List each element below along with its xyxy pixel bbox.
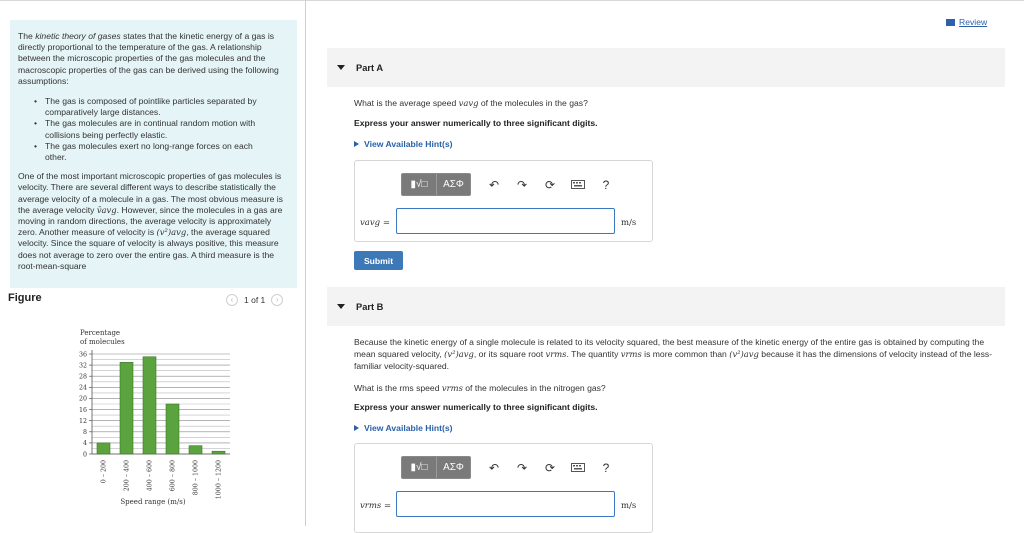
part-b-unit: m/s [621,501,637,511]
y-axis-title-line-1: Percentage [80,329,121,337]
submit-button[interactable]: Submit [354,251,403,270]
part-a-unit: m/s [621,218,637,228]
chevron-left-icon[interactable]: ‹ [226,294,238,306]
part-a-question: What is the average speed vavg of the molecules in the gas? [354,98,588,108]
panel-divider[interactable] [305,0,306,526]
x-tick-label: 400 – 600 [146,460,154,492]
y-tick-label: 12 [78,417,87,425]
bar [120,362,133,454]
undo-icon[interactable]: ↶ [488,177,500,192]
y-tick-label: 32 [78,362,87,370]
part-a-answer-box [354,160,653,242]
help-button[interactable]: ? [602,460,610,475]
y-axis-title-line-2: of molecules [80,338,125,346]
pager-text: 1 of 1 [244,295,266,305]
list-item: • The gas molecules exert no long-range forces on each other. [45,141,288,163]
bar [189,446,202,454]
symbols-button[interactable]: ΑΣΦ [436,457,470,478]
x-tick-label: 800 – 1000 [192,460,200,496]
part-a-hint-toggle[interactable]: View Available Hint(s) [354,139,453,149]
part-b-header[interactable]: Part B [327,287,1005,326]
y-tick-label: 0 [82,451,87,459]
math-toolbar [401,173,617,196]
keyboard-icon[interactable] [567,174,589,196]
assumptions-list [18,96,288,163]
review-link[interactable]: Review [946,17,987,27]
bar [212,451,225,454]
bar [97,443,110,454]
y-tick-label: 8 [82,429,87,437]
part-b-question: What is the rms speed vrms of the molecules in the nitrogen gas? [354,383,606,393]
part-a-answer-label: vavg = [360,218,390,228]
x-tick-label: 1000 – 1200 [215,460,223,500]
intro-paragraph-2: One of the most important microscopic properties of gas molecules is velocity. There are several different ways to describe statistically the average velocity of a molecule in a gas. The most obvious measure is the average velocity v̄avg. However, since the molecules in a gas are moving in random directions, the average velocity is approximately zero. Another measure of velocity is (v²)avg, the average squared velocity. Since the square of velocity is always positive, this measure does not average to zero over the entire gas. A third measure is the root-mean-square [18,171,283,271]
symbols-button[interactable]: ΑΣΦ [436,174,470,195]
figure-label: Figure [8,292,42,304]
collapse-triangle-icon [337,304,345,309]
y-tick-label: 24 [78,384,87,392]
templates-button[interactable]: ▮√□ [410,462,428,473]
redo-icon[interactable]: ↷ [516,177,528,192]
part-b-answer-label: vrms = [360,501,392,511]
help-button[interactable]: ? [602,177,610,192]
toolbar-button-group [401,456,471,479]
undo-icon[interactable]: ↶ [488,460,500,475]
reset-icon[interactable]: ⟳ [544,460,556,475]
speed-distribution-chart [70,320,240,520]
part-a-header[interactable]: Part A [327,48,1005,87]
chevron-right-icon[interactable]: › [271,294,283,306]
left-panel [0,0,306,526]
x-tick-label: 0 – 200 [100,460,108,484]
reset-icon[interactable]: ⟳ [544,177,556,192]
y-tick-label: 4 [82,440,87,448]
expand-arrow-icon [354,141,359,147]
y-tick-label: 36 [78,351,87,359]
collapse-triangle-icon [337,65,345,70]
part-a-answer-input[interactable] [396,208,615,234]
y-tick-label: 28 [78,373,87,381]
part-b-body: Because the kinetic energy of a single molecule is related to its velocity squared, the best measure of the kinetic energy of the entire gas is obtained by computing the mean squared velocity, (v²)avg, or its square root vrms. The quantity vrms is more common than (v²)avg because it has the dimensions of velocity instead of the less-familiar velocity-squared. [354,337,993,371]
part-a-instruction: Express your answer numerically to three significant digits. [354,118,598,128]
x-tick-label: 200 – 400 [123,460,131,492]
toolbar-button-group [401,173,471,196]
x-tick-label: 600 – 800 [169,460,177,492]
intro-paragraph-1: The kinetic theory of gases states that the kinetic energy of a gas is directly proportional to the temperature of the gas. A relationship between the microscopic properties of the gas molecules and the macroscopic properties of the gas can be derived using the following assumptions: [18,31,279,86]
y-tick-label: 20 [78,395,87,403]
part-b-instruction: Express your answer numerically to three significant digits. [354,402,598,412]
part-b-answer-input[interactable] [396,491,615,517]
redo-icon[interactable]: ↷ [516,460,528,475]
part-b-answer-box [354,443,653,533]
expand-arrow-icon [354,425,359,431]
bar [143,357,156,454]
list-item: • The gas molecules are in continual random motion with collisions being perfectly elastic. [45,118,288,140]
bar [166,404,179,454]
math-toolbar [401,456,617,479]
figure-pager [226,294,283,306]
y-tick-label: 16 [78,406,87,414]
keyboard-icon[interactable] [567,457,589,479]
list-item: • The gas is composed of pointlike particles separated by comparatively large distances. [45,96,288,118]
templates-button[interactable]: ▮√□ [410,179,428,190]
part-b-hint-toggle[interactable]: View Available Hint(s) [354,423,453,433]
review-icon [946,19,955,26]
intro-text-panel[interactable] [10,20,297,288]
x-axis-title: Speed range (m/s) [120,498,186,506]
